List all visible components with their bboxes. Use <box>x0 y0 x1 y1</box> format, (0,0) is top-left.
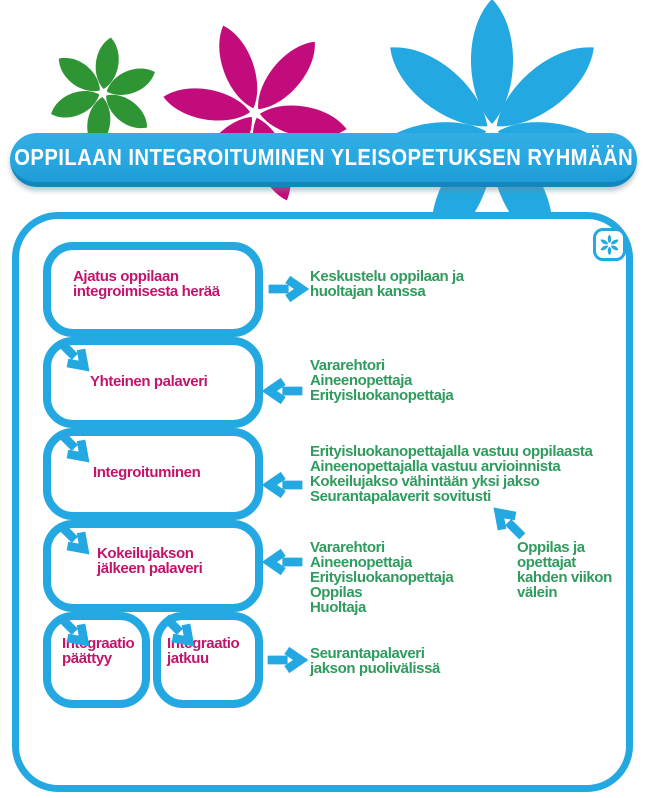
box-label-kokeilujakson-palaveri: Kokeilujakson jälkeen palaveri <box>97 545 203 577</box>
box-label-yhteinen-palaveri: Yhteinen palaveri <box>90 373 208 390</box>
corner-badge <box>593 228 626 261</box>
box-label-integroituminen: Integroituminen <box>93 464 201 481</box>
page-title: OPPILAAN INTEGROITUMINEN YLEISOPETUKSEN RYHMÄÄN <box>14 144 633 170</box>
box-label-integraatio-jatkuu: Integraatio jatkuu <box>167 635 240 667</box>
arrow-left-icon <box>265 377 305 405</box>
flower-blue-icon <box>360 0 625 235</box>
arrow-left-icon <box>265 471 305 499</box>
note-seurantapalaveri: Seurantapalaveri jakson puolivälissä <box>310 645 440 677</box>
arrow-right-icon <box>265 646 305 674</box>
note-keskustelu: Keskustelu oppilaan ja huoltajan kanssa <box>310 268 464 300</box>
title-banner <box>10 133 637 187</box>
box-label-ajatus: Ajatus oppilaan integroimisesta herää <box>73 268 220 300</box>
note-integroituminen-vastuut: Erityisluokanopettajalla vastuu oppilaasta Aineenopettajalla vastuu arvioinnista Kokeilujakso vähintään yksi jakso Seurantapalaverit sovitusti <box>310 443 593 505</box>
box-label-integraatio-paattyy: Integraatio päättyy <box>62 635 135 667</box>
note-oppilas-opettajat: Oppilas ja opettajat kahden viikon välein <box>517 539 612 601</box>
note-jalkipalaveri-osallistujat: Vararehtori Aineenopettaja Erityisluokanopettaja Oppilas Huoltaja <box>310 539 454 616</box>
arrow-right-icon <box>266 275 306 303</box>
asterisk-flower-icon <box>596 231 623 258</box>
flower-decorations <box>0 0 647 235</box>
note-palaveri-osallistujat: Vararehtori Aineenopettaja Erityisluokanopettaja <box>310 357 454 404</box>
arrow-left-icon <box>265 548 305 576</box>
